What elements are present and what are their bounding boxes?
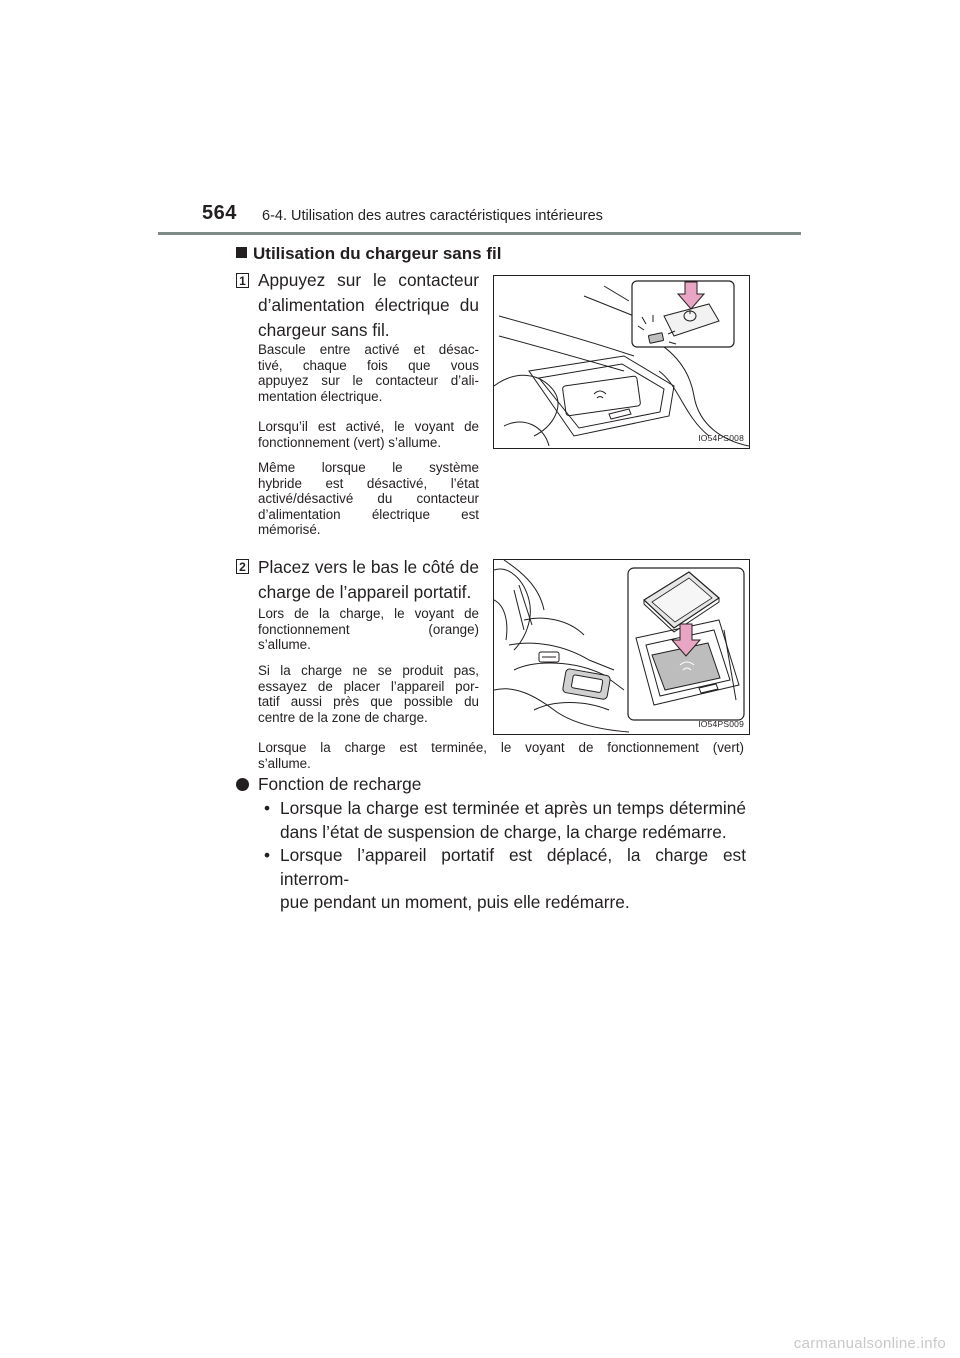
section-title — [236, 244, 501, 264]
step-1-text — [258, 268, 479, 343]
note-line: Lorsqu’il est activé, le voyant de — [258, 419, 479, 434]
recharge-item-1 — [262, 797, 746, 844]
step-1-note-1 — [258, 342, 479, 404]
step-2-note-1 — [258, 606, 479, 653]
recharge-item-line: Lorsque la charge est terminée et après un temps déterminé — [280, 798, 746, 818]
step-2-wide-note — [258, 740, 744, 771]
square-bullet-icon — [236, 247, 247, 258]
section-title-text: Utilisation du chargeur sans fil — [253, 244, 502, 263]
figure-phone-placement — [493, 559, 750, 735]
note-line: Lorsque la charge est terminée, le voyant de fonctionnement (vert) — [258, 740, 744, 755]
note-line: centre de la zone de charge. — [258, 709, 428, 725]
step-1-line: chargeur sans fil. — [258, 320, 390, 340]
step-1-note-2 — [258, 419, 479, 450]
note-line: essayez de placer l’appareil por- — [258, 678, 479, 694]
step-1-line: Appuyez sur le contacteur — [258, 270, 479, 290]
note-line: Bascule entre activé et désac- — [258, 342, 479, 357]
bullet-point-icon: • — [264, 798, 271, 818]
step-1-note-3 — [258, 460, 479, 538]
step-2-number: 2 — [236, 559, 249, 574]
recharge-title — [236, 773, 421, 797]
running-head: 6-4. Utilisation des autres caractéristiques intérieures — [262, 208, 603, 224]
note-line: fonctionnement (orange) — [258, 621, 479, 637]
page-number: 564 — [202, 202, 237, 224]
figure-code: IO54PS008 — [698, 433, 744, 443]
step-1-line: d’alimentation électrique du — [258, 295, 479, 315]
note-line: fonctionnement (vert) s’allume. — [258, 434, 442, 450]
note-line: mémorisé. — [258, 522, 321, 538]
header-rule — [158, 232, 801, 235]
bullet-dot-icon — [236, 778, 249, 791]
footer-watermark: carmanualsonline.info — [793, 1335, 946, 1352]
recharge-title-text: Fonction de recharge — [258, 774, 422, 794]
step-1-number: 1 — [236, 273, 249, 288]
step-2-note-2 — [258, 663, 479, 725]
recharge-item-line: pue pendant un moment, puis elle redémarre. — [280, 892, 630, 912]
phone-on-charger-illustration — [494, 560, 749, 734]
note-line: s’allume. — [258, 755, 311, 771]
note-line: Même lorsque le système — [258, 460, 479, 475]
step-2-line: Placez vers le bas le côté de — [258, 557, 479, 577]
note-line: Si la charge ne se produit pas, — [258, 663, 479, 678]
note-line: appuyez sur le contacteur d’ali- — [258, 373, 479, 389]
note-line: mentation électrique. — [258, 388, 383, 404]
note-line: hybride est désactivé, l’état — [258, 475, 479, 491]
note-line: s’allume. — [258, 637, 311, 653]
step-2-line: charge de l’appareil portatif. — [258, 582, 472, 602]
figure-code: IO54PS009 — [698, 719, 744, 729]
note-line: d’alimentation électrique est — [258, 506, 479, 522]
note-line: Lors de la charge, le voyant de — [258, 606, 479, 621]
figure-charger-switch — [493, 275, 750, 449]
note-line: tatif aussi près que possible du — [258, 694, 479, 710]
recharge-item-line: Lorsque l’appareil portatif est déplacé, la charge est interrom- — [280, 845, 746, 889]
charger-console-illustration — [494, 276, 749, 448]
bullet-point-icon: • — [264, 845, 271, 865]
note-line: tivé, chaque fois que vous — [258, 357, 479, 373]
step-2-text — [258, 555, 479, 605]
note-line: activé/désactivé du contacteur — [258, 491, 479, 507]
recharge-item-2 — [262, 844, 746, 915]
recharge-item-line: dans l’état de suspension de charge, la charge redémarre. — [280, 821, 727, 842]
